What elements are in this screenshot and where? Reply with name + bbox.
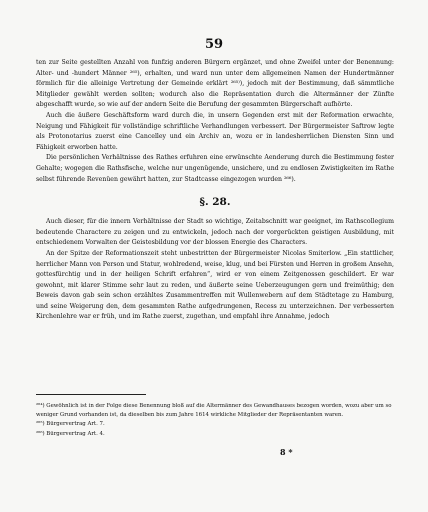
footnote-divider <box>36 394 146 395</box>
paragraph: An der Spitze der Reformationszeit steht unbestritten der Bürgermeister Nicolas Smiterlow. „Ein stattlicher, herrlicher Mann von Person und Statur, wohlredend, weise, klug, und bei Fürsten und Herren in großem Ansehn, gottesfürchtig und in der heiligen Schrift erfahren“, wird er von einem Zeitgenossen geschildert. Er war gewohnt, mit klarer Stimme sehr laut zu reden, und äußerte seine Ueberzeugungen gern und freimüthig; den Beweis davon gab sein schon erzähltes Zusammentreffen mit Wullenwebern auf dem Städtetage zu Hamburg, und seine Weigerung den, dem gesammten Rathe aufgedrungenen, Recess zu unterzeichnen. Der verbesserten Kirchenlehre war er früh, und im Rathe zuerst, zugethan, und empfahl ihre Annahme, jedoch <box>36 249 394 321</box>
paragraph: ten zur Seite gestellten Anzahl von funfzig anderen Bürgern ergänzet, und ohne Zweifel unter der Benennung: Alter- und -hundert Männer ²⁶⁵), erhalten, und ward nun unter dem allgemeinen Namen der Hundertmänner förmlich für die alleinige Vertretung der Gemeinde erklärt ²⁶⁵⁾), jedoch mit der Bestimmung, daß sämmtliche Mitglieder gewählt werden sollten; wodurch also die Repräsentation durch die Altermänner der Zünfte abgeschafft wurde, so wie auf der andern Seite die Berufung der gesammten Bürgerschaft aufhörte. <box>36 59 394 109</box>
footnote: ²⁶⁵) Bürgervertrag Art. 7. <box>36 421 105 428</box>
paragraph: Die persönlichen Verhältnisse des Rathes erfuhren eine erwünschte Aenderung durch die Bestimmung fester Gehalte; wogegen die Rathsfische, welche nur ungenügende, unsichere, und zu endlosen Zwistigkeiten im Rathe selbst führende Revenüen gewährt hatten, zur Stadtcasse eingezogen wurden ²⁶⁶). <box>36 154 394 183</box>
paragraph: Auch dieser, für die innern Verhältnisse der Stadt so wichtige, Zeitabschnitt war geeignet, im Rathscollegium bedeutende Charactere zu zeigen und zu entwickeln, jedoch nach der vorgerückten geistigen Ausbildung, mit entschiedenem Vorwalten der Geistesbildung vor der blossen Energie des Characters. <box>36 218 394 247</box>
paragraph: Auch die äußere Geschäftsform ward durch die, in unsern Gegenden erst mit der Reformation erwachte, Neigung und Fähigkeit für vollständige schriftliche Verhandlungen verbessert. Der Bürgermeister Saftrow legte als Protonotarius zuerst eine Cancelley und ein Archiv an, wozu er in landesherrlichen Diensten Sinn und Fähigkeit erworben hatte. <box>36 111 394 151</box>
page-number: 59 <box>204 37 224 52</box>
signature-mark: 8 * <box>280 447 293 457</box>
section-heading: §. 28. <box>199 196 231 209</box>
main-text <box>36 58 394 323</box>
footnote: ²⁶⁶) Bürgervertrag Art. 4. <box>36 430 105 437</box>
footnotes <box>36 402 394 439</box>
footnote: ²⁶⁴) Gewöhnlich ist in der Folge diese Benennung bloß auf die Altermänner des Gewandhauses bezogen worden, wozu aber um so weniger Grund vorhanden ist, da dieselben bis zum Jahre 1614 wirkliche Mitglieder der Repräsentanten waren. <box>36 403 392 419</box>
